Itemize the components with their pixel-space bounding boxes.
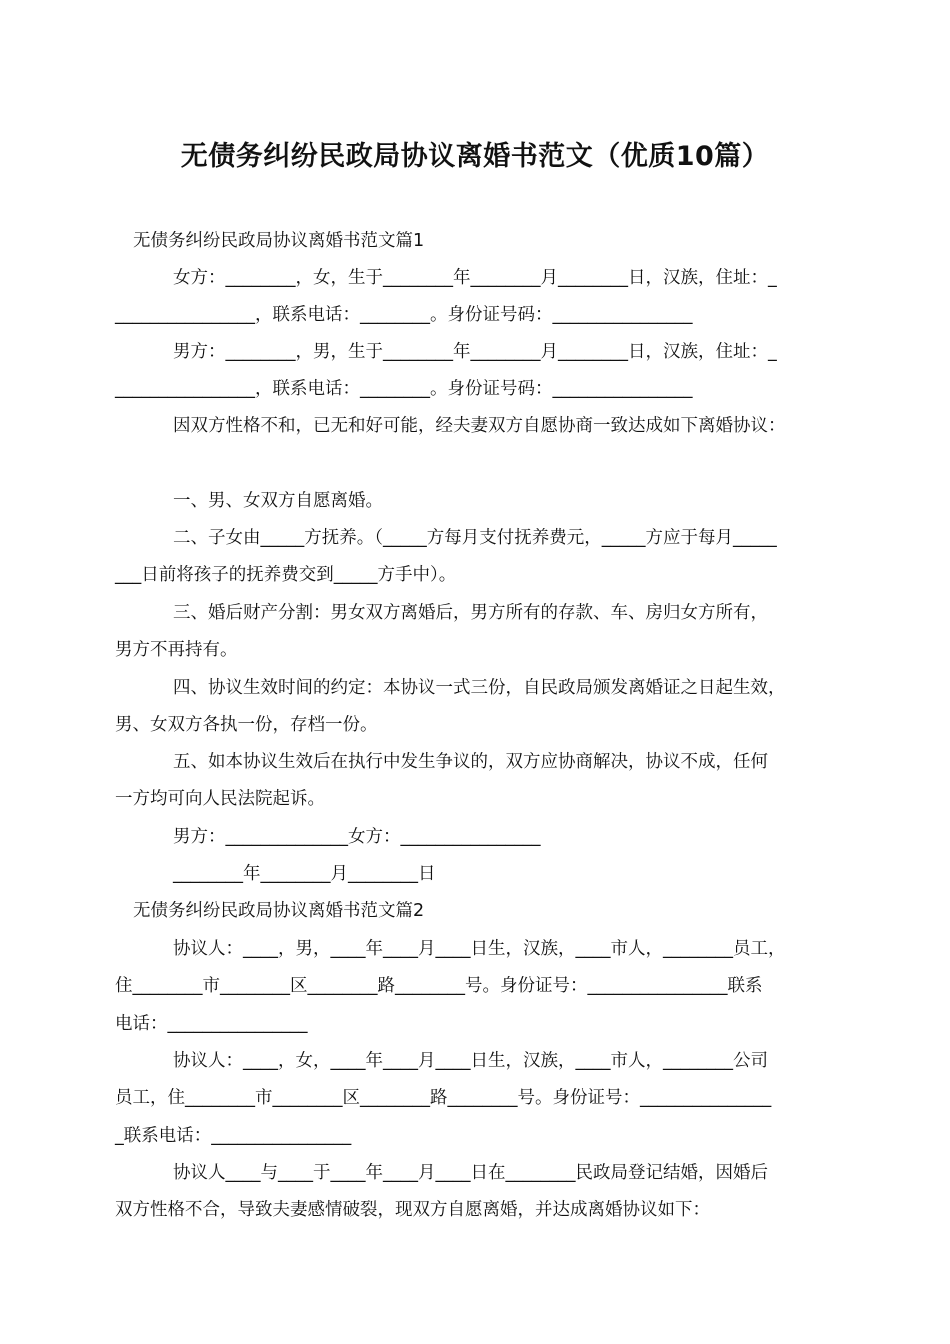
paragraph-line: 员工，住________市________区________路________号。身份证号：_______________	[115, 1088, 772, 1108]
paragraph-line: 男、女双方各执一份，存档一份。	[115, 715, 378, 735]
paragraph-line: ___日前将孩子的抚养费交到_____方手中）。	[115, 565, 457, 585]
paragraph-line: 协议人：____，女，____年____月____日生，汉族，____市人，________公司	[173, 1051, 768, 1071]
signature-line: 男方：______________女方：________________	[173, 827, 541, 847]
paragraph-line: 电话：________________	[115, 1014, 308, 1034]
paragraph-line: 三、婚后财产分割：男女双方离婚后，男方所有的存款、车、房归女方所有，	[173, 603, 768, 623]
document-title: 无债务纠纷民政局协议离婚书范文（优质10篇）	[180, 141, 770, 172]
paragraph-line: ________________，联系电话：________。身份证号码：________________	[115, 379, 693, 399]
date-line: ________年________月________日	[173, 864, 436, 884]
paragraph-line: 双方性格不合，导致夫妻感情破裂，现双方自愿离婚，并达成离婚协议如下：	[115, 1200, 710, 1220]
paragraph-line: 男方不再持有。	[115, 640, 238, 660]
paragraph-line: 住________市________区________路________号。身份证号：________________联系	[115, 976, 763, 996]
paragraph-line: 女方：________，女，生于________年________月________日，汉族，住址：_	[173, 268, 777, 288]
paragraph-line: 协议人：____，男，____年____月____日生，汉族，____市人，________员工，	[173, 939, 786, 959]
paragraph-line: 一方均可向人民法院起诉。	[115, 789, 325, 809]
paragraph-line: 一、男、女双方自愿离婚。	[173, 491, 383, 511]
paragraph-line: 二、子女由_____方抚养。（_____方每月支付抚养费元，_____方应于每月_____	[173, 528, 777, 548]
section-heading-2: 无债务纠纷民政局协议离婚书范文篇2	[133, 901, 425, 921]
paragraph-line: ________________，联系电话：________。身份证号码：________________	[115, 305, 693, 325]
paragraph-line: 协议人____与____于____年____月____日在________民政局登记结婚，因婚后	[173, 1163, 768, 1183]
paragraph-line: 男方：________，男，生于________年________月________日，汉族，住址：_	[173, 342, 777, 362]
paragraph-line: 因双方性格不和，已无和好可能，经夫妻双方自愿协商一致达成如下离婚协议：	[173, 416, 786, 436]
paragraph-line: _联系电话：________________	[115, 1126, 352, 1146]
paragraph-line: 五、如本协议生效后在执行中发生争议的，双方应协商解决，协议不成，任何	[173, 752, 768, 772]
section-heading-1: 无债务纠纷民政局协议离婚书范文篇1	[133, 231, 425, 251]
paragraph-line: 四、协议生效时间的约定：本协议一式三份，自民政局颁发离婚证之日起生效，	[173, 678, 786, 698]
